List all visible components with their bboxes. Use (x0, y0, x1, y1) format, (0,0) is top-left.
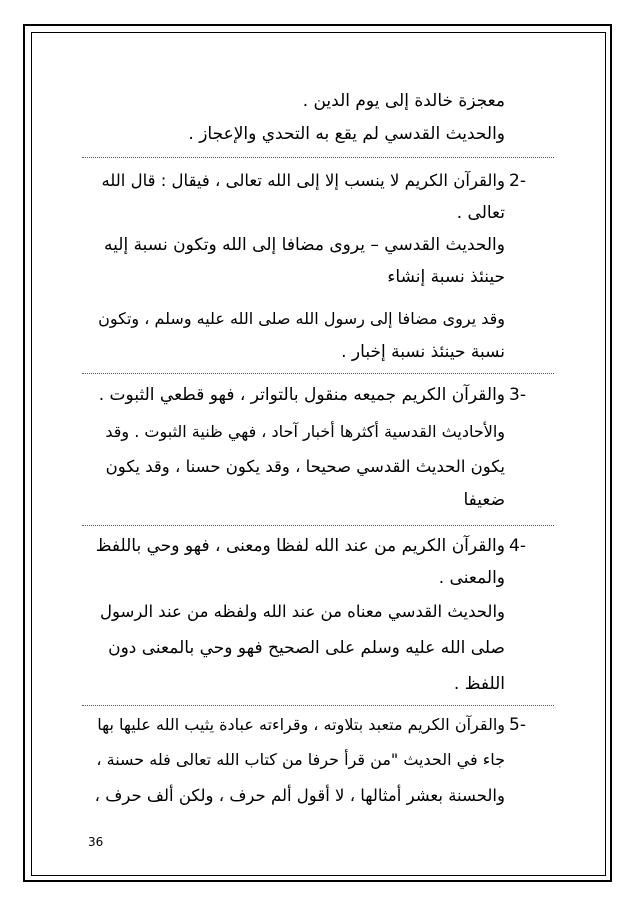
text-line: والقرآن الكريم جميعه منقول بالتواتر ، فهو قطعي الثبوت . (98, 385, 505, 405)
text-line: وقد يروى مضافا إلى رسول الله صلى الله عليه وسلم ، وتكون (98, 309, 505, 328)
text-line: والحديث القدسي معناه من عند الله ولفظه من عند الرسول (100, 602, 505, 621)
text-line: والحسنة بعشر أمثالها ، لا أقول ألم حرف ، ولكن ألف حرف ، (94, 786, 505, 805)
point-number: 5- (509, 715, 526, 735)
text-line: تعالى . (456, 203, 505, 223)
text-line: يكون الحديث القدسي صحيحا ، وقد يكون حسنا ، وقد يكون (105, 457, 505, 476)
text-line: حينئذ نسبة إنشاء (387, 267, 505, 287)
point-number: 3- (509, 385, 526, 405)
separator (82, 373, 554, 374)
text-line: والأحاديث القدسية أكثرها أخبار آحاد ، فهي ظنية الثبوت . وقد (105, 422, 505, 441)
separator (82, 705, 554, 706)
separator (82, 157, 554, 158)
text-line: والقرآن الكريم متعبد بتلاوته ، وقراءته عبادة يثيب الله عليها بها (97, 715, 505, 734)
text-line: نسبة حينئذ نسبة إخبار . (341, 342, 505, 362)
text-line: والقرآن الكريم من عند الله لفظا ومعنى ، فهو وحي باللفظ (95, 536, 505, 556)
point-number: 2- (509, 171, 526, 191)
text-line: صلى الله عليه وسلم على الصحيح فهو وحي بالمعنى دون (108, 638, 505, 658)
text-line: جاء في الحديث "من قرأ حرفا من كتاب الله تعالى فله حسنة ، (96, 750, 505, 769)
page-number: 36 (88, 835, 104, 849)
text-line: والقرآن الكريم لا ينسب إلا إلى الله تعالى ، فيقال : قال الله (101, 171, 505, 190)
separator (82, 525, 554, 526)
text-line: معجزة خالدة إلى يوم الدين . (302, 91, 505, 111)
text-line: اللفظ . (453, 674, 505, 694)
point-number: 4- (509, 536, 526, 556)
text-line: والحديث القدسي – يروى مضافا إلى الله وتكون نسبة إليه (104, 235, 505, 255)
text-line: ضعيفا (463, 490, 505, 510)
text-line: والمعنى . (438, 568, 505, 588)
text-line: والحديث القدسي لم يقع به التحدي والإعجاز . (188, 124, 505, 144)
